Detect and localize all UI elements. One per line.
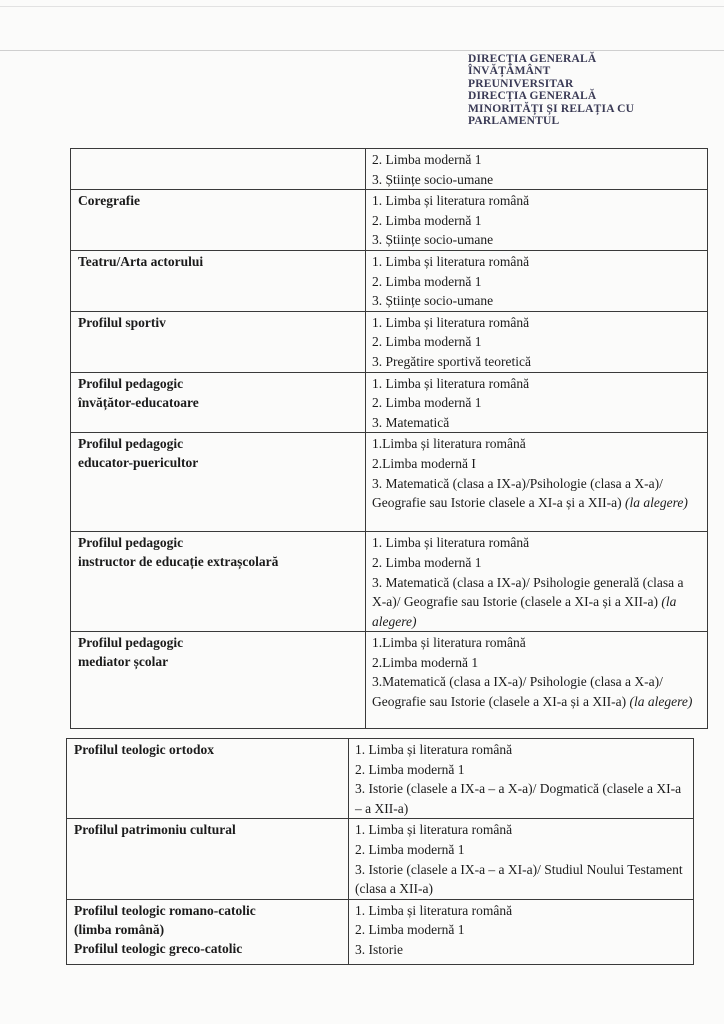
exam-subjects-table-1 — [70, 148, 708, 729]
profile-cell — [71, 532, 366, 632]
header-line: PREUNIVERSITAR — [468, 77, 574, 90]
subjects-cell — [366, 433, 708, 532]
table-row — [71, 532, 708, 632]
profile-name: (limba română) — [74, 921, 165, 937]
profile-name: mediator școlar — [78, 654, 169, 670]
profile-cell — [67, 739, 349, 819]
profile-name: Profilul pedagogic — [78, 635, 184, 651]
profile-name: Profilul pedagogic — [78, 535, 184, 551]
header-line: ÎNVĂȚĂMÂNT — [468, 65, 551, 78]
subject-item: 1. Limba și literatura română — [372, 314, 530, 330]
profile-cell — [71, 250, 366, 311]
table-row — [71, 190, 708, 251]
subject-item: 3. Istorie — [355, 941, 403, 957]
subject-item: 2. Limba modernă 1 — [372, 395, 482, 411]
subject-item: 2.Limba modernă I — [372, 455, 476, 471]
subject-item — [372, 672, 701, 711]
header-line: PARLAMENTUL — [468, 115, 560, 128]
subjects-cell — [366, 311, 708, 372]
subject-item — [372, 573, 701, 632]
subject-item: 2.Limba modernă 1 — [372, 654, 479, 670]
header-rule — [0, 50, 724, 51]
table-row — [67, 739, 694, 819]
profile-name: învățător-educatoare — [78, 394, 199, 410]
profile-name: Profilul pedagogic — [78, 436, 184, 452]
choice-note: (la alegere) — [625, 495, 688, 511]
choice-note: (la alegere) — [372, 594, 677, 629]
profile-name: Coregrafie — [78, 193, 140, 209]
subject-text: 3. Matematică (clasa a IX-a)/Psihologie (clasa a X-a)/ Geografie sau Istorie clasele a XI-a și a XII-a) — [372, 475, 663, 511]
subject-item: 2. Limba modernă 1 — [355, 922, 465, 938]
subjects-cell — [366, 632, 708, 729]
choice-note: (la alegere) — [629, 694, 693, 710]
header-line: DIRECȚIA GENERALĂ — [468, 53, 597, 65]
profile-name: educator-puericultor — [78, 455, 199, 471]
subject-item: 2. Limba modernă 1 — [372, 212, 482, 228]
subjects-cell — [366, 149, 708, 190]
table-row — [71, 372, 708, 433]
subject-item: 1.Limba și literatura română — [372, 436, 526, 452]
subjects-cell — [366, 250, 708, 311]
table-row — [71, 149, 708, 190]
profile-name: Teatru/Arta actorului — [78, 253, 204, 269]
table-row — [71, 433, 708, 532]
subject-item: 2. Limba modernă 1 — [372, 152, 482, 167]
profile-cell — [71, 372, 366, 433]
profile-name: Profilul sportiv — [78, 314, 166, 330]
profile-name: Profilul teologic ortodox — [74, 742, 214, 757]
profile-name: instructor de educație extrașcolară — [78, 554, 279, 570]
subject-text: 3. Matematică (clasa a IX-a)/ Psihologie generală (clasa a X-a)/ Geografie sau Istorie (clasele a XI-a și a XII-a) — [372, 574, 684, 610]
subject-item: 1. Limba și literatura română — [372, 253, 530, 269]
subject-item: 2. Limba modernă 1 — [372, 273, 482, 289]
profile-cell — [71, 149, 366, 190]
table-row — [71, 632, 708, 729]
subject-text: 3.Matematică (clasa a IX-a)/ Psihologie (clasa a X-a)/ Geografie sau Istorie (clasele a XI-a și a XII-a) — [372, 674, 663, 710]
subject-item: 3. Pregătire sportivă teoretică — [372, 353, 531, 369]
profile-name: Profilul teologic greco-catolic — [74, 940, 243, 956]
profile-cell — [71, 311, 366, 372]
profile-cell — [67, 819, 349, 899]
profile-cell — [71, 433, 366, 532]
subjects-cell — [366, 372, 708, 433]
subjects-cell — [349, 739, 694, 819]
table-row — [67, 899, 694, 964]
subjects-cell — [349, 899, 694, 964]
table-row — [71, 311, 708, 372]
subject-item: 3. Științe socio-umane — [372, 232, 494, 248]
scan-edge-line — [0, 6, 724, 7]
subject-item: 1. Limba și literatura română — [372, 535, 530, 551]
table-row — [67, 819, 694, 899]
header-line: DIRECȚIA GENERALĂ — [468, 90, 597, 103]
table-row — [71, 250, 708, 311]
subject-item: 2. Limba modernă 1 — [372, 334, 482, 350]
subject-item: 1. Limba și literatura română — [355, 902, 513, 918]
profile-cell — [67, 899, 349, 964]
subject-item: 3. Istorie (clasele a IX-a – a X-a)/ Dogmatică (clasele a XI-a – a XII-a) — [355, 781, 682, 816]
subject-item: 1. Limba și literatura română — [355, 742, 513, 757]
subject-item: 2. Limba modernă 1 — [372, 554, 482, 570]
subject-item — [372, 474, 701, 513]
subjects-cell — [366, 190, 708, 251]
subject-item: 3. Istorie (clasele a IX-a – a XI-a)/ Studiul Noului Testament (clasa a XII-a) — [355, 861, 683, 897]
profile-cell — [71, 190, 366, 251]
profile-cell — [71, 632, 366, 729]
subject-item: 1. Limba și literatura română — [372, 193, 530, 209]
profile-name: Profilul pedagogic — [78, 375, 184, 391]
subject-item: 1. Limba și literatura română — [372, 375, 530, 391]
subject-item: 3. Matematică — [372, 414, 450, 430]
subjects-cell — [366, 532, 708, 632]
subject-item: 2. Limba modernă 1 — [355, 841, 465, 857]
subjects-cell — [349, 819, 694, 899]
subject-item: 3. Științe socio-umane — [372, 171, 494, 187]
subject-item: 1. Limba și literatura română — [355, 822, 513, 838]
profile-name: Profilul patrimoniu cultural — [74, 822, 236, 838]
subject-item: 2. Limba modernă 1 — [355, 761, 465, 777]
subject-item: 1.Limba și literatura română — [372, 635, 526, 651]
exam-subjects-table-2 — [66, 738, 694, 965]
ministry-header — [468, 53, 708, 127]
header-line: MINORITĂȚI ȘI RELAȚIA CU — [468, 102, 635, 115]
subject-item: 3. Științe socio-umane — [372, 293, 494, 309]
profile-name: Profilul teologic romano-catolic — [74, 902, 256, 918]
